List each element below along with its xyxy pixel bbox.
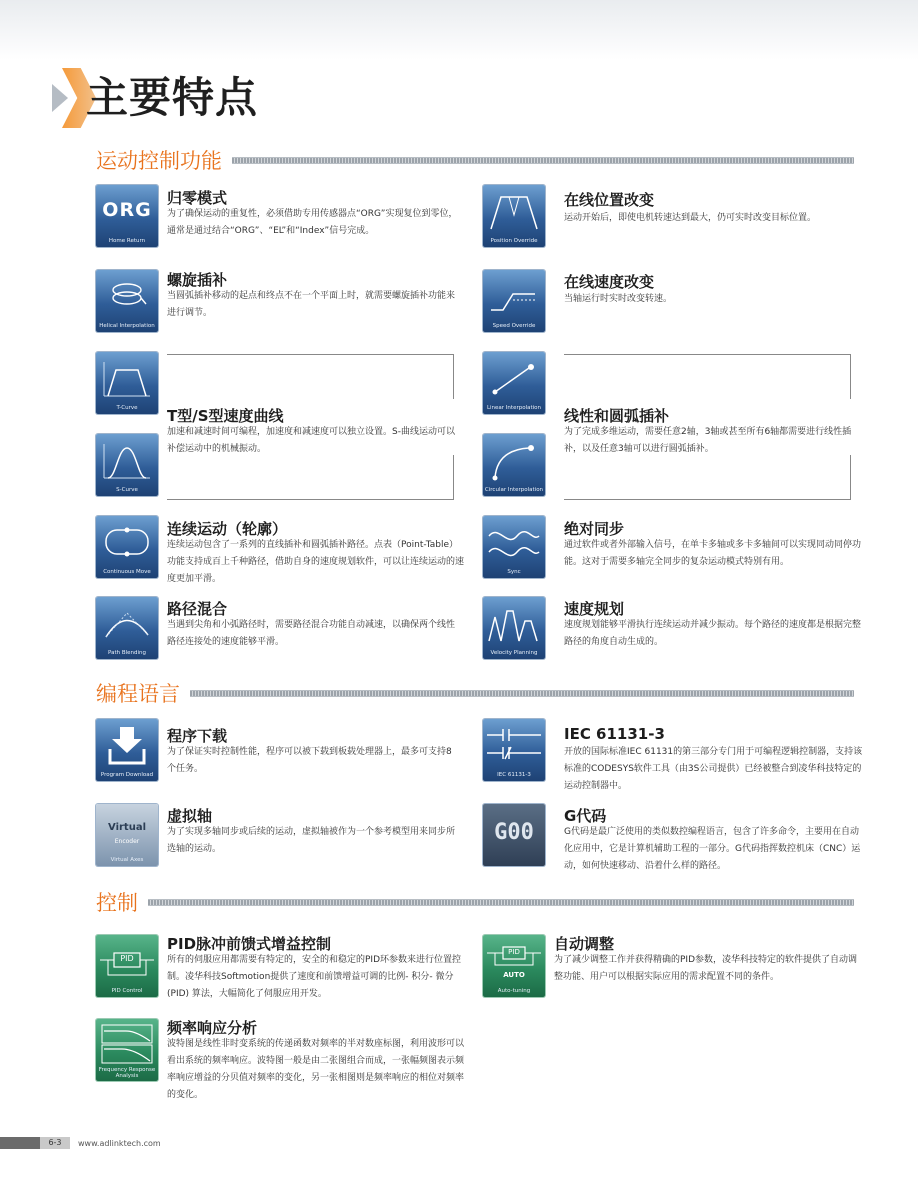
speed-override-icon: Speed Override [483, 270, 545, 332]
feature-desc: 加速和减速时间可编程，加速度和减速度可以独立设置。S-曲线运动可以补偿运动中的机械振动。 [167, 427, 455, 454]
section-control-header [96, 887, 854, 917]
page-number: 6-3 [40, 1137, 70, 1149]
section-divider [232, 157, 854, 164]
feature-desc: 为了确保运动的重复性，必须借助专用传感器点“ORG”实现复位到零位，通常是通过结合“ORG”、“EL”和“Index”信号完成。 [167, 209, 458, 236]
feature-title: 自动调整 [554, 935, 615, 953]
bracket-line [564, 354, 851, 399]
bracket-line [167, 455, 454, 500]
feature-title: PID脉冲前馈式增益控制 [167, 935, 332, 953]
feature-title: 归零模式 [167, 189, 228, 207]
feature-title: 程序下载 [167, 727, 228, 745]
virtual-axes-icon: Virtual Encoder Virtual Axes [96, 804, 158, 866]
feature-desc: 为了减少调整工作并获得精确的PID参数，凌华科技特定的软件提供了自动调整功能、用户可以根据实际应用的需求配置不同的条件。 [554, 955, 858, 982]
feature-title: 频率响应分析 [167, 1019, 258, 1037]
footer-url: www.adlinktech.com [78, 1139, 161, 1148]
feature-desc: 通过软件或者外部输入信号，在单卡多轴或多卡多轴间可以实现同动同停功能。这对于需要多轴完全同步的复杂运动模式特别有用。 [564, 540, 862, 567]
feature-title: 速度规划 [564, 600, 625, 618]
frequency-response-icon: Frequency Response Analysis [96, 1019, 158, 1081]
feature-title: G代码 [564, 807, 607, 825]
feature-desc: 为了实现多轴同步或后续的运动，虚拟轴被作为一个参考模型用来同步所选轴的运动。 [167, 827, 456, 854]
circular-interpolation-icon: Circular Interpolation [483, 434, 545, 496]
program-download-icon: Program Download [96, 719, 158, 781]
iec-61131-icon: IEC 61131-3 [483, 719, 545, 781]
feature-desc: 连续运动包含了一系列的直线插补和圆弧插补路径。点表（Point-Table）功能支持成百上千种路径，借助自身的速度规划软件，可以让连续运动的速度更加平滑。 [167, 540, 465, 584]
section-title: 控制 [96, 891, 138, 915]
feature-title: 在线速度改变 [564, 273, 655, 291]
feature-desc: 开放的国际标准IEC 61131的第三部分专门用于可编程逻辑控制器，支持该标准的CODESYS软件工具（由3S公司提供）已经被整合到凌华科技特定的运动控制器中。 [564, 747, 863, 791]
feature-desc: 当遇到尖角和小弧路径时，需要路径混合功能自动减速，以确保两个线性路径连接处的速度能够平滑。 [167, 620, 456, 647]
helical-interpolation-icon: Helical Interpolation [96, 270, 158, 332]
feature-desc: 为了保证实时控制性能，程序可以被下载到板载处理器上，最多可支持8个任务。 [167, 747, 452, 774]
page-title: 主要特点 [86, 73, 259, 122]
feature-desc: 为了完成多维运动，需要任意2轴，3轴或甚至所有6轴都需要进行线性插补，以及任意3轴可以进行圆弧插补。 [564, 427, 852, 454]
section-divider [190, 690, 854, 697]
continuous-move-icon: Continuous Move [96, 516, 158, 578]
g-code-icon: G00 [483, 804, 545, 866]
bracket-line [564, 455, 851, 500]
feature-desc: 当轴运行时实时改变转速。 [564, 294, 673, 304]
section-programming-header [96, 678, 854, 708]
s-curve-icon: S-Curve [96, 434, 158, 496]
position-override-icon: Position Override [483, 185, 545, 247]
header-arrow-icon [52, 84, 68, 112]
velocity-planning-icon: Velocity Planning [483, 597, 545, 659]
feature-desc: 当圆弧插补移动的起点和终点不在一个平面上时，就需要螺旋插补功能来进行调节。 [167, 291, 456, 318]
feature-desc: 速度规划能够平滑执行连续运动并减少振动。每个路径的速度都是根据完整路径的角度自动生成的。 [564, 620, 862, 647]
t-curve-icon: T-Curve [96, 352, 158, 414]
pid-control-icon: PID PID Control [96, 935, 158, 997]
section-divider [148, 899, 854, 906]
section-title: 编程语言 [96, 682, 180, 706]
feature-title: 绝对同步 [564, 520, 625, 538]
header-background [0, 0, 918, 60]
linear-interpolation-icon: Linear Interpolation [483, 352, 545, 414]
feature-title: 螺旋插补 [167, 271, 228, 289]
feature-title: 虚拟轴 [167, 807, 213, 825]
auto-tuning-icon: PID AUTO Auto-tuning [483, 935, 545, 997]
feature-desc: 所有的伺服应用都需要有特定的，安全的和稳定的PID环参数来进行位置控制。凌华科技Softmotion提供了速度和前馈增益可调的比例- 积分- 微分 (PID) 算法，大幅简化了伺服应用开发。 [167, 955, 462, 999]
bracket-line [167, 354, 454, 399]
feature-title: 路径混合 [167, 600, 228, 618]
feature-desc: 波特图是线性非时变系统的传递函数对频率的半对数座标图，利用波形可以看出系统的频率响应。波特图一般是由二张图组合而成，一张幅频图表示频率响应增益的分贝值对频率的变化，另一张相图则是频率响应的相位对频率的变化。 [167, 1039, 465, 1100]
home-return-icon: ORG Home Return [96, 185, 158, 247]
feature-title: IEC 61131-3 [564, 725, 665, 743]
section-motion-header [96, 145, 854, 175]
feature-desc: G代码是最广泛使用的类似数控编程语言，包含了许多命令，主要用在自动化应用中，它是计算机辅助工程的一部分。G代码指挥数控机床（CNC）运动，如何快速移动、沿着什么样的路径。 [564, 827, 861, 871]
footer-bar [0, 1137, 40, 1149]
feature-title: T型/S型速度曲线 [167, 407, 284, 425]
feature-title: 连续运动（轮廓） [167, 520, 288, 538]
path-blending-icon: Path Blending [96, 597, 158, 659]
sync-icon: Sync [483, 516, 545, 578]
feature-title: 线性和圆弧插补 [564, 407, 670, 425]
feature-title: 在线位置改变 [564, 191, 655, 209]
section-title: 运动控制功能 [96, 149, 222, 173]
feature-desc: 运动开始后，即使电机转速达到最大，仍可实时改变目标位置。 [564, 213, 817, 223]
